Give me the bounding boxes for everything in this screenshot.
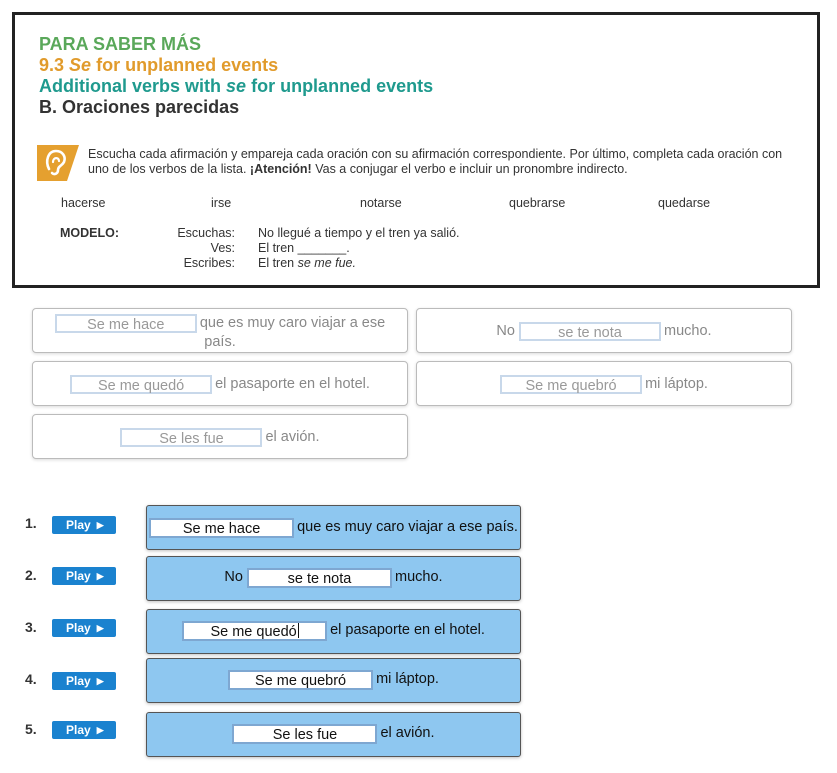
answer-card[interactable] <box>146 505 521 550</box>
option-text: mi láptop. <box>645 376 708 392</box>
play-button[interactable] <box>52 721 116 739</box>
answer-text: mucho. <box>395 569 443 585</box>
option-card[interactable] <box>32 414 408 459</box>
answer-input[interactable]: se te nota <box>247 568 392 588</box>
option-card[interactable] <box>32 361 408 406</box>
option-fill: Se les fue <box>120 428 262 447</box>
play-arrow-icon: ▶ <box>96 520 104 530</box>
section-heading <box>39 55 278 76</box>
option-card[interactable] <box>32 308 408 353</box>
write-prefix: El tren <box>258 256 295 270</box>
word-bank-item: quebrarse <box>509 196 566 210</box>
answer-input-value: Se me quedó <box>210 624 297 640</box>
answer-input[interactable]: Se les fue <box>232 724 377 744</box>
attention-label: ¡Atención! <box>249 162 312 176</box>
section-number: 9.3 <box>39 55 65 75</box>
text-cursor <box>298 623 299 638</box>
option-text: que es muy caro viajar a ese país. <box>199 315 386 350</box>
play-label: Play <box>66 621 91 635</box>
play-label: Play <box>66 569 91 583</box>
modelo-label: MODELO: <box>60 226 120 240</box>
item-number: 4. <box>25 671 37 687</box>
answer-text: el avión. <box>380 725 435 741</box>
play-button[interactable] <box>52 672 116 690</box>
answer-pre: No <box>224 569 243 585</box>
subtitle-pre: Additional verbs with <box>39 76 222 96</box>
answer-card[interactable] <box>146 712 521 757</box>
directions-after: Vas a conjugar el verbo e incluir un pronombre indirecto. <box>315 162 628 176</box>
option-text: el avión. <box>265 429 320 445</box>
ear-icon <box>37 145 79 181</box>
option-text: mucho. <box>664 323 712 339</box>
write-text <box>258 256 356 270</box>
word-bank-item: hacerse <box>61 196 106 210</box>
see-label: Ves: <box>210 241 235 255</box>
write-label: Escribes: <box>183 256 235 270</box>
play-label: Play <box>66 723 91 737</box>
subtitle-post: for unplanned events <box>251 76 434 96</box>
play-arrow-icon: ▶ <box>96 571 104 581</box>
option-fill: Se me quebró <box>500 375 642 394</box>
play-arrow-icon: ▶ <box>96 623 104 633</box>
answer-input[interactable] <box>182 621 327 641</box>
see-text: El tren _______. <box>258 241 350 255</box>
play-button[interactable] <box>52 516 116 534</box>
play-label: Play <box>66 674 91 688</box>
answer-card[interactable] <box>146 556 521 601</box>
answer-card[interactable] <box>146 658 521 703</box>
section-se: Se <box>69 55 92 75</box>
answer-text: que es muy caro viajar a ese país. <box>297 519 518 535</box>
write-answer: se me fue. <box>297 256 356 270</box>
subtitle-heading <box>39 76 433 97</box>
word-bank-item: quedarse <box>658 196 711 210</box>
word-bank-item: irse <box>211 196 232 210</box>
hear-label: Escuchas: <box>177 226 235 240</box>
subtitle-se: se <box>226 76 247 96</box>
answer-card[interactable] <box>146 609 521 654</box>
kicker-heading: PARA SABER MÁS <box>39 34 202 54</box>
directions-text <box>88 147 798 177</box>
item-number: 5. <box>25 721 37 737</box>
option-card[interactable] <box>416 361 792 406</box>
answer-input[interactable]: Se me quebró <box>228 670 373 690</box>
item-number: 1. <box>25 515 37 531</box>
answer-text: el pasaporte en el hotel. <box>330 622 485 638</box>
answer-input[interactable]: Se me hace <box>149 518 294 538</box>
option-pre: No <box>496 323 515 339</box>
instructions-panel <box>12 12 820 288</box>
play-arrow-icon: ▶ <box>96 725 104 735</box>
play-label: Play <box>66 518 91 532</box>
play-button[interactable] <box>52 619 116 637</box>
section-rest: for unplanned events <box>96 55 279 75</box>
option-text: el pasaporte en el hotel. <box>215 376 370 392</box>
option-fill: Se me quedó <box>70 375 212 394</box>
option-card[interactable] <box>416 308 792 353</box>
answer-text: mi láptop. <box>376 671 439 687</box>
option-fill: se te nota <box>519 322 661 341</box>
play-button[interactable] <box>52 567 116 585</box>
option-fill: Se me hace <box>55 314 197 333</box>
item-number: 3. <box>25 619 37 635</box>
word-bank-item: notarse <box>360 196 402 210</box>
item-number: 2. <box>25 567 37 583</box>
activity-title: B. Oraciones parecidas <box>39 97 240 117</box>
hear-text: No llegué a tiempo y el tren ya salió. <box>258 226 460 240</box>
directions-before: Escucha cada afirmación y empareja cada oración con su afirmación correspondiente. Por último, completa cada oración con uno de los verbos de la lista. <box>88 147 783 176</box>
play-arrow-icon: ▶ <box>96 676 104 686</box>
